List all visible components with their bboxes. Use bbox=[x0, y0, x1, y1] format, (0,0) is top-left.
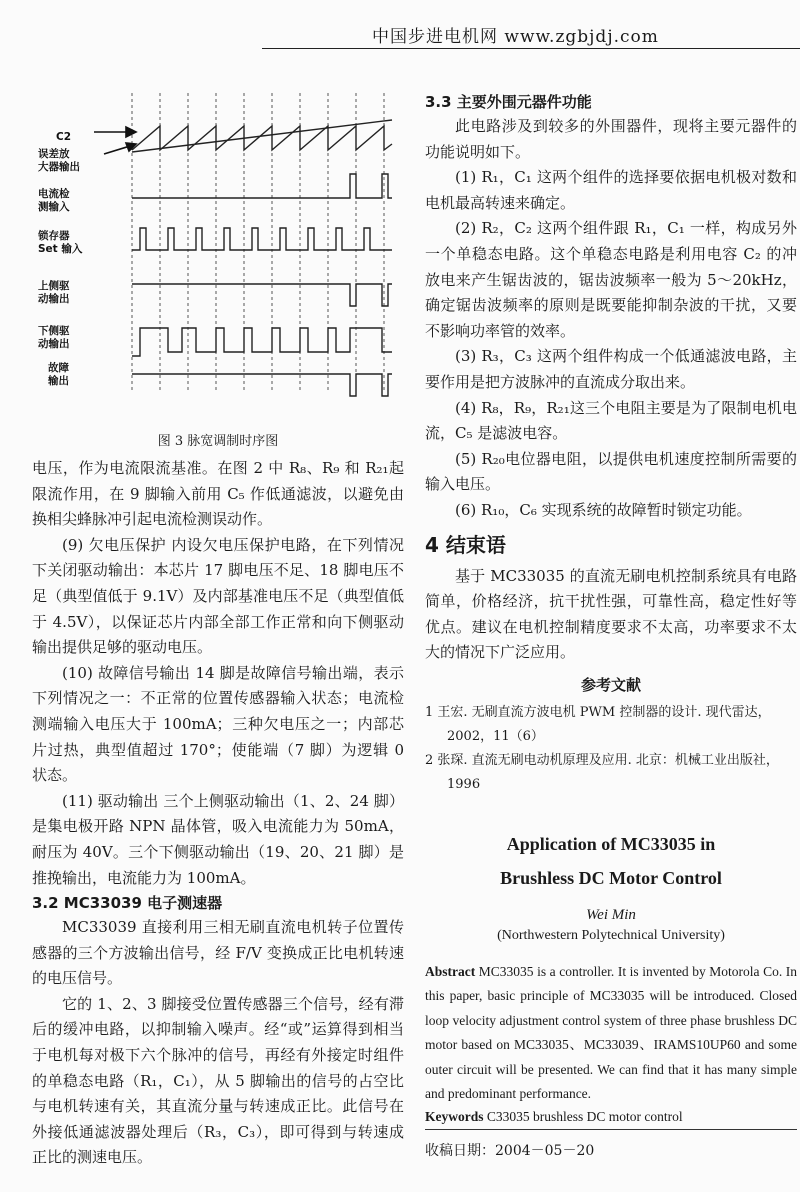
label-up-2: 动输出 bbox=[38, 293, 70, 305]
label-fault-1: 故障 bbox=[48, 362, 69, 374]
current-sense-wave bbox=[132, 174, 392, 198]
section-4-heading: 4 结束语 bbox=[425, 532, 506, 557]
received-date: 收稿日期：2004－05－20 bbox=[425, 1142, 595, 1159]
right-paragraph-1: (1) R₁，C₁ 这两个组件的选择要依据电机极对数和电机最高转速来确定。 bbox=[425, 168, 797, 212]
right-paragraph-5: (5) R₂₀电位器电阻，以提供电机速度控制所需要的输入电压。 bbox=[425, 449, 797, 494]
english-title-line-2: Brushless DC Motor Control bbox=[500, 867, 722, 888]
label-fault-2: 输出 bbox=[48, 375, 69, 387]
right-paragraph-6: (6) R₁₀，C₆ 实现系统的故障暂时锁定功能。 bbox=[455, 500, 752, 519]
right-paragraph-2: (2) R₂，C₂ 这两个组件跟 R₁，C₁ 一样，构成另外一个单稳态电路。这个单稳态电路是利用电容 C₂ 的冲放电来产生锯齿波的，锯齿波频率一般为 5～20kHz，确定锯齿波频率的原则是既要能抑制杂波的干扰，又要不影响功率管的效率。 bbox=[425, 219, 797, 340]
upper-drive-wave bbox=[132, 284, 392, 306]
references-heading: 参考文献 bbox=[580, 675, 641, 694]
latch-set-wave bbox=[132, 228, 392, 250]
section-3-3-heading: 3.3 主要外围元器件功能 bbox=[425, 93, 592, 111]
english-title-line-1: Application of MC33035 in bbox=[506, 833, 716, 854]
fault-wave bbox=[132, 374, 392, 396]
keywords-label: Keywords bbox=[425, 1108, 484, 1124]
page-header bbox=[0, 0, 800, 50]
english-keywords bbox=[425, 1109, 797, 1125]
english-affiliation: (Northwestern Polytechnical University) bbox=[497, 927, 725, 943]
left-paragraph-3: (10) 故障信号输出 14 脚是故障信号输出端，表示下列情况之一：不正常的位置传感器输入状态；电流检测端输入电压大于 100mA；三种欠电压之一；内部芯片过热，典型值超过 170°；使能端（7 脚）为逻辑 0 状态。 bbox=[32, 663, 404, 785]
label-err-2: 大器输出 bbox=[38, 161, 80, 173]
label-latch-2: Set 输入 bbox=[38, 243, 83, 255]
sawtooth-c2 bbox=[132, 126, 392, 150]
left-paragraph-2: (9) 欠电压保护 内设欠电压保护电路，在下列情况下关闭驱动输出：本芯片 17 脚电压不足、18 脚电压不足（典型值低于 9.1V）及内部基准电压不足（典型值低于 4.5V），以保证芯片内部全部工作正常和向下侧驱动输出提供足够的驱动电压。 bbox=[32, 535, 404, 657]
error-amp-line bbox=[132, 120, 392, 152]
lower-drive-wave bbox=[132, 328, 392, 356]
keywords-rule bbox=[425, 1129, 797, 1130]
english-abstract bbox=[425, 960, 797, 1107]
section-3-2-heading: 3.2 MC33039 电子测速器 bbox=[32, 894, 223, 913]
site-name: 中国步进电机网 www.zgbjdj.com bbox=[372, 27, 659, 47]
figure-caption: 图 3 脉宽调制时序图 bbox=[157, 434, 279, 449]
abstract-text: MC33035 is a controller. It is invented by Motorola Co. In this paper, basic principle of MC33035 will be introduced. Closed loop velocity adjustment control system of three phase brushless DC motor based on MC33035、MC33039、IRAMS10UP60 and some outer circuit will be presented. We can find that it has many simple and predominant performance. bbox=[425, 963, 797, 1102]
right-paragraph-0: 此电路涉及到较多的外围器件，现将主要元器件的功能说明如下。 bbox=[425, 117, 797, 161]
abstract-label: Abstract bbox=[425, 963, 476, 979]
label-err-1: 误差放 bbox=[38, 148, 70, 160]
left-paragraph-1: 电压，作为电流限流基准。在图 2 中 R₈、R₉ 和 R₂₁起限流作用，在 9 脚输入前用 C₅ 作低通滤波，以避免由换相尖蜂脉冲引起电流检测误动作。 bbox=[32, 459, 404, 529]
reference-1: 1 王宏. 无刷直流方波电机 PWM 控制器的设计. 现代雷达，2002，11（6） bbox=[425, 704, 771, 744]
timing-diagram bbox=[32, 88, 404, 428]
reference-2: 2 张琛. 直流无刷电动机原理及应用. 北京：机械工业出版社，1996 bbox=[425, 752, 779, 792]
label-c2: C2 bbox=[56, 131, 72, 143]
keywords-text: C33035 brushless DC motor control bbox=[483, 1108, 683, 1124]
left-paragraph-5: MC33039 直接利用三相无刷直流电机转子位置传感器的三个方波输出信号，经 F/V 变换成正比电机转速的电压信号。 bbox=[32, 918, 404, 988]
right-paragraph-7: 基于 MC33035 的直流无刷电机控制系统具有电路简单，价格经济，抗干扰性强，可靠性高，稳定性好等优点。建议在电机控制精度要求不太高，功率要求不太大的情况下广泛应用。 bbox=[425, 566, 797, 662]
header-rule bbox=[262, 48, 800, 49]
label-low-1: 下侧驱 bbox=[38, 325, 70, 337]
right-paragraph-4: (4) R₈，R₉，R₂₁这三个电阻主要是为了限制电机电流，C₅ 是滤波电容。 bbox=[425, 398, 797, 443]
label-latch-1: 锁存器 bbox=[38, 230, 70, 242]
right-column bbox=[425, 90, 797, 1160]
right-paragraph-3: (3) R₃，C₃ 这两个组件构成一个低通滤波电路，主要作用是把方波脉冲的直流成分取出来。 bbox=[425, 347, 797, 391]
label-cur-1: 电流检 bbox=[38, 188, 70, 200]
left-paragraph-6: 它的 1、2、3 脚接受位置传感器三个信号，经有滞后的缓冲电路，以抑制输入噪声。经“或”运算得到相当于电机每对极下六个脉冲的信号，再经有外接定时组件的单稳态电路（R₁，C₁），从 5 脚输出的信号的占空比与电机转速有关，其直流分量与转速成正比。此信号在外接低通滤波器处理后（R₃，C₃），即可得到与转速成正比的测速电压。 bbox=[32, 994, 404, 1167]
label-up-1: 上侧驱 bbox=[38, 280, 70, 292]
left-paragraph-4: (11) 驱动输出 三个上侧驱动输出（1、2、24 脚）是集电极开路 NPN 晶体管，吸入电流能力为 50mA，耐压为 40V。三个下侧驱动输出（19、20、21 脚）是推挽输出，电流能力为 100mA。 bbox=[32, 791, 404, 887]
label-low-2: 动输出 bbox=[38, 338, 70, 350]
english-author: Wei Min bbox=[586, 906, 636, 923]
label-cur-2: 测输入 bbox=[38, 201, 70, 213]
